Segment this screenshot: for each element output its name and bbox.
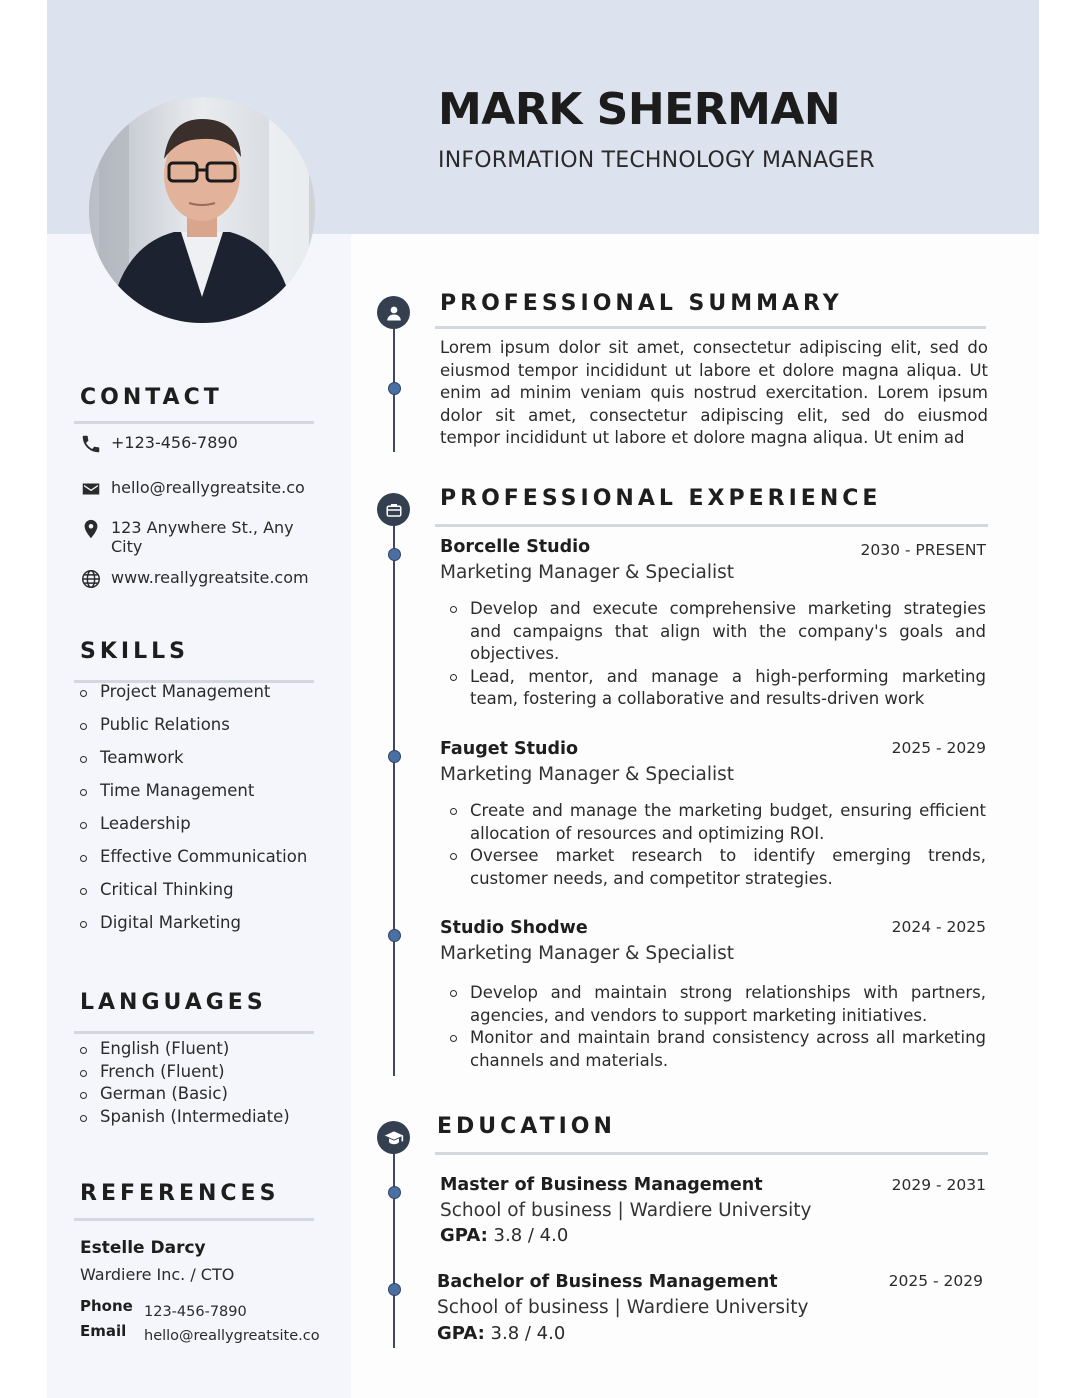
- candidate-title: INFORMATION TECHNOLOGY MANAGER: [438, 148, 875, 173]
- skill-item: Digital Marketing: [80, 913, 307, 946]
- reference-org: Wardiere Inc. / CTO: [80, 1265, 235, 1284]
- education-gpa: [437, 1323, 565, 1344]
- job-role: Marketing Manager & Specialist: [440, 764, 735, 785]
- job-bullet: Oversee market research to identify emerging trends, customer needs, and competitor strategies.: [450, 845, 986, 890]
- reference-email-label: Email: [80, 1322, 127, 1340]
- education-school: School of business | Wardiere University: [437, 1297, 809, 1318]
- job-bullets: [450, 800, 986, 890]
- gpa-value: 3.8 / 4.0: [493, 1225, 569, 1246]
- job-bullets: [450, 982, 986, 1072]
- person-icon: [377, 296, 410, 329]
- education-heading: EDUCATION: [437, 1114, 616, 1139]
- references-heading: REFERENCES: [80, 1181, 280, 1206]
- skill-item: Leadership: [80, 814, 307, 847]
- skill-item: Effective Communication: [80, 847, 307, 880]
- reference-phone-label: Phone: [80, 1297, 133, 1315]
- education-dates: 2029 - 2031: [891, 1176, 986, 1194]
- contact-heading: CONTACT: [80, 385, 223, 410]
- skills-heading: SKILLS: [80, 639, 189, 664]
- job-company: Fauget Studio: [440, 739, 579, 759]
- skill-item: Time Management: [80, 781, 307, 814]
- job-dates: 2024 - 2025: [891, 918, 986, 936]
- summary-heading: PROFESSIONAL SUMMARY: [440, 291, 843, 316]
- job-role: Marketing Manager & Specialist: [440, 562, 735, 583]
- map-pin-icon: [80, 518, 102, 540]
- gpa-value: 3.8 / 4.0: [490, 1323, 566, 1344]
- summary-rule: [435, 326, 986, 329]
- timeline-line-education: [393, 1138, 395, 1348]
- contact-address-text: 123 Anywhere St., Any City: [111, 518, 294, 556]
- reference-name: Estelle Darcy: [80, 1238, 206, 1258]
- candidate-name: MARK SHERMAN: [438, 84, 841, 135]
- job-role: Marketing Manager & Specialist: [440, 943, 735, 964]
- timeline-dot: [388, 382, 401, 395]
- references-rule: [74, 1218, 314, 1221]
- education-dates: 2025 - 2029: [888, 1272, 983, 1290]
- job-bullet: Monitor and maintain brand consistency across all marketing channels and materials.: [450, 1027, 986, 1072]
- job-bullet: Develop and maintain strong relationships with partners, agencies, and vendors to support marketing initiatives.: [450, 982, 986, 1027]
- reference-phone: 123-456-7890: [144, 1304, 247, 1320]
- language-item: German (Basic): [80, 1084, 290, 1107]
- job-dates: 2030 - PRESENT: [860, 541, 986, 559]
- contact-address: [80, 518, 310, 556]
- education-degree: Master of Business Management: [440, 1175, 763, 1195]
- contact-email-text: hello@reallygreatsite.co: [111, 478, 305, 497]
- job-company: Borcelle Studio: [440, 537, 591, 557]
- envelope-icon: [80, 478, 102, 500]
- languages-rule: [74, 1031, 314, 1034]
- skill-item: Critical Thinking: [80, 880, 307, 913]
- globe-icon: [80, 568, 102, 590]
- summary-text: Lorem ipsum dolor sit amet, consectetur adipiscing elit, sed do eiusmod tempor incididunt ut labore et dolore magna aliqua. Ut enim ad minim veniam quis nostrud exercitation. Lorem ipsum dolor sit amet, consectetur adipiscing elit, sed do eiusmod tempor incididunt ut labore et dolore magna aliqua. Ut enim ad: [440, 338, 988, 447]
- timeline-dot: [388, 1186, 401, 1199]
- skills-list: [80, 682, 307, 946]
- profile-photo: [89, 97, 315, 323]
- education-rule: [435, 1152, 988, 1155]
- graduation-cap-icon: [377, 1121, 410, 1154]
- language-item: English (Fluent): [80, 1039, 290, 1062]
- contact-phone-text: +123-456-7890: [111, 433, 238, 452]
- job-bullets: [450, 598, 986, 711]
- language-item: Spanish (Intermediate): [80, 1107, 290, 1130]
- job-bullet: Lead, mentor, and manage a high-performing marketing team, fostering a collaborative and results-driven work: [450, 666, 986, 711]
- contact-rule: [74, 421, 314, 424]
- contact-website: [80, 568, 309, 590]
- briefcase-icon: [377, 493, 410, 526]
- gpa-label: GPA:: [440, 1225, 488, 1246]
- job-bullet: Create and manage the marketing budget, ensuring efficient allocation of resources and optimizing ROI.: [450, 800, 986, 845]
- contact-email: [80, 478, 305, 500]
- timeline-dot: [388, 548, 401, 561]
- education-school: School of business | Wardiere University: [440, 1200, 812, 1221]
- experience-rule: [435, 524, 988, 527]
- contact-phone: [80, 433, 238, 455]
- languages-heading: LANGUAGES: [80, 990, 267, 1015]
- education-gpa: [440, 1225, 568, 1246]
- job-bullet: Develop and execute comprehensive marketing strategies and campaigns that align with the company's goals and objectives.: [450, 598, 986, 666]
- experience-heading: PROFESSIONAL EXPERIENCE: [440, 486, 882, 511]
- gpa-label: GPA:: [437, 1323, 485, 1344]
- education-degree: Bachelor of Business Management: [437, 1272, 778, 1292]
- reference-email: hello@reallygreatsite.co: [144, 1328, 320, 1344]
- job-company: Studio Shodwe: [440, 918, 588, 938]
- skill-item: Teamwork: [80, 748, 307, 781]
- skill-item: Project Management: [80, 682, 307, 715]
- job-dates: 2025 - 2029: [891, 739, 986, 757]
- timeline-dot: [388, 1283, 401, 1296]
- languages-list: [80, 1039, 290, 1129]
- skill-item: Public Relations: [80, 715, 307, 748]
- timeline-dot: [388, 750, 401, 763]
- language-item: French (Fluent): [80, 1062, 290, 1085]
- phone-icon: [80, 433, 102, 455]
- timeline-line-experience: [393, 510, 395, 1076]
- timeline-dot: [388, 929, 401, 942]
- contact-website-text: www.reallygreatsite.com: [111, 568, 309, 587]
